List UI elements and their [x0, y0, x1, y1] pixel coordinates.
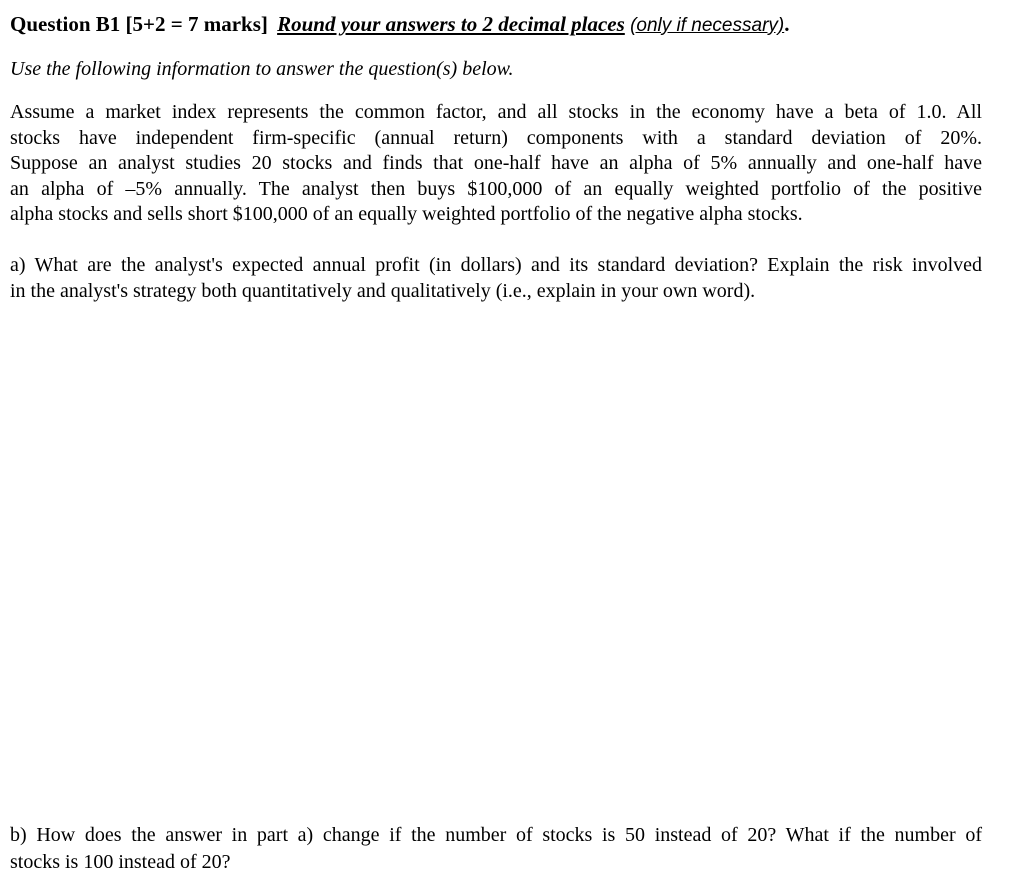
part-a-line: in the analyst's strategy both quantitatively and qualitatively (i.e., explain in your own word). — [10, 279, 756, 302]
part-a-question — [10, 253, 982, 304]
info-line: Assume a market index represents the common factor, and all stocks in the economy have a beta of 1.0. All — [10, 101, 982, 123]
part-b-question — [10, 822, 982, 876]
rounding-note: Round your answers to 2 decimal places — [277, 12, 625, 36]
info-line: an alpha of –5% annually. The analyst then buys $100,000 of an equally weighted portfolio of the positive — [10, 177, 982, 200]
rounding-paren-note: (only if necessary) — [630, 15, 785, 36]
rounding-period: . — [784, 12, 790, 36]
question-heading — [10, 10, 789, 40]
question-page — [10, 0, 985, 894]
part-b-line: b) How does the answer in part a) change if the number of stocks is 50 instead of 20? What if the number of — [10, 824, 982, 846]
instruction-text: Use the following information to answer the question(s) below. — [10, 58, 514, 80]
info-line: stocks have independent firm-specific (annual return) components with a standard deviation of 20%. — [10, 126, 982, 149]
part-a-line: a) What are the analyst's expected annual profit (in dollars) and its standard deviation? Explain the risk involved — [10, 254, 982, 276]
question-title: Question B1 [5+2 = 7 marks] — [10, 12, 268, 36]
part-b-line: stocks is 100 instead of 20? — [10, 851, 231, 873]
info-line: Suppose an analyst studies 20 stocks and finds that one-half have an alpha of 5% annually and one-half have — [10, 152, 982, 174]
information-paragraph — [10, 100, 982, 228]
info-line: alpha stocks and sells short $100,000 of an equally weighted portfolio of the negative alpha stocks. — [10, 203, 803, 225]
